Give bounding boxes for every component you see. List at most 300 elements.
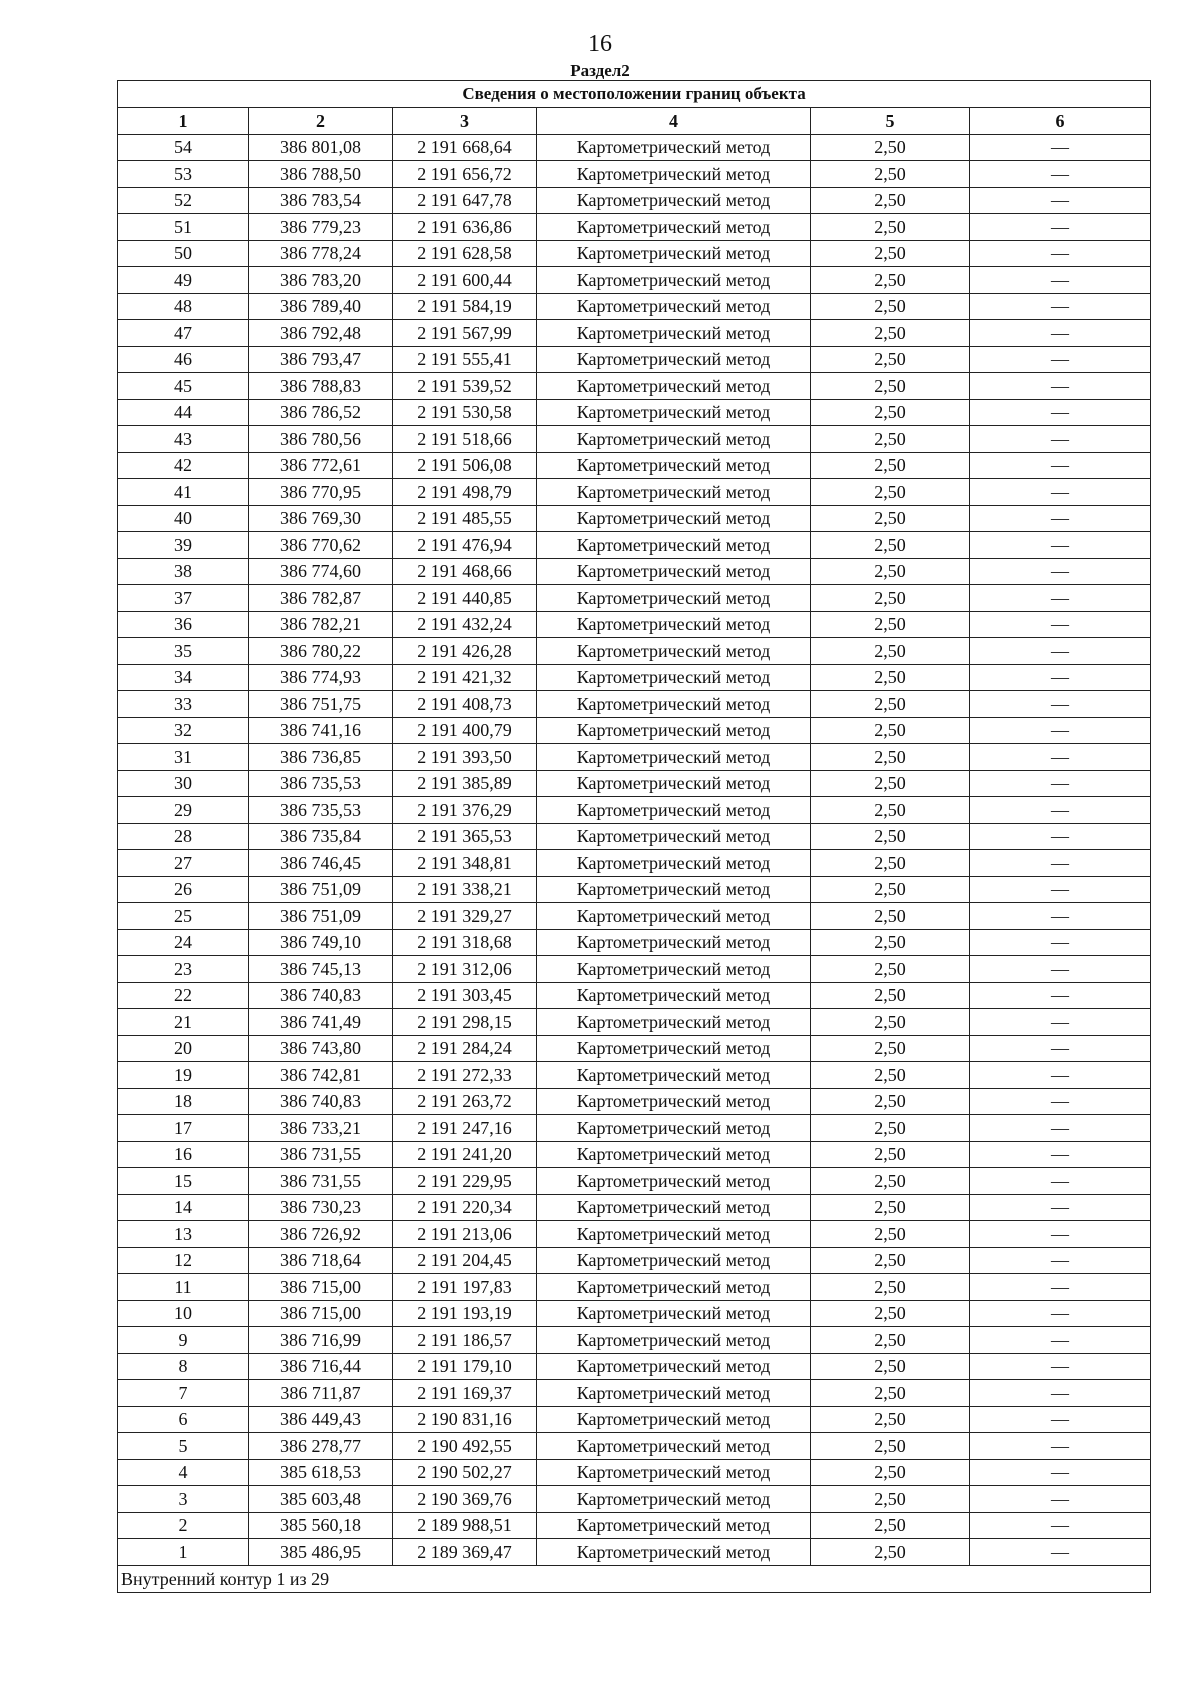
table-cell: 2,50 xyxy=(811,744,970,771)
table-cell: — xyxy=(970,1406,1151,1433)
table-row xyxy=(118,982,1151,1009)
column-header: 2 xyxy=(249,108,393,135)
table-cell: Картометрический метод xyxy=(537,1327,811,1354)
table-cell: 44 xyxy=(118,399,249,426)
table-cell: 2,50 xyxy=(811,717,970,744)
table-row xyxy=(118,956,1151,983)
table-cell: 2 191 668,64 xyxy=(393,134,537,161)
table-cell: — xyxy=(970,346,1151,373)
table-cell: — xyxy=(970,1009,1151,1036)
table-cell: 15 xyxy=(118,1168,249,1195)
table-row xyxy=(118,664,1151,691)
table-cell: — xyxy=(970,691,1151,718)
table-row xyxy=(118,161,1151,188)
table-cell: 16 xyxy=(118,1141,249,1168)
table-row xyxy=(118,373,1151,400)
table-cell: 2 191 539,52 xyxy=(393,373,537,400)
table-cell: Картометрический метод xyxy=(537,134,811,161)
table-cell: — xyxy=(970,876,1151,903)
table-cell: 2 191 298,15 xyxy=(393,1009,537,1036)
table-cell: — xyxy=(970,1512,1151,1539)
table-cell: — xyxy=(970,744,1151,771)
table-row xyxy=(118,929,1151,956)
table-cell: — xyxy=(970,982,1151,1009)
table-cell: — xyxy=(970,770,1151,797)
table-cell: Картометрический метод xyxy=(537,1088,811,1115)
table-cell: Картометрический метод xyxy=(537,1539,811,1566)
table-row xyxy=(118,1433,1151,1460)
table-row xyxy=(118,744,1151,771)
table-cell: 2 191 303,45 xyxy=(393,982,537,1009)
table-cell: 2,50 xyxy=(811,1486,970,1513)
table-cell: 2 191 600,44 xyxy=(393,267,537,294)
table-cell: 2 191 186,57 xyxy=(393,1327,537,1354)
table-cell: 2,50 xyxy=(811,532,970,559)
table-cell: 2,50 xyxy=(811,320,970,347)
table-cell: Картометрический метод xyxy=(537,267,811,294)
table-cell: Картометрический метод xyxy=(537,373,811,400)
table-cell: 386 782,21 xyxy=(249,611,393,638)
table-cell: 2,50 xyxy=(811,664,970,691)
table-row xyxy=(118,770,1151,797)
table-cell: 8 xyxy=(118,1353,249,1380)
table-cell: 2 191 393,50 xyxy=(393,744,537,771)
table-cell: 43 xyxy=(118,426,249,453)
table-cell: 45 xyxy=(118,373,249,400)
table-row xyxy=(118,1353,1151,1380)
table-cell: 2,50 xyxy=(811,903,970,930)
table-cell: 386 801,08 xyxy=(249,134,393,161)
table-row xyxy=(118,320,1151,347)
table-cell: Картометрический метод xyxy=(537,1221,811,1248)
table-cell: 2 191 263,72 xyxy=(393,1088,537,1115)
table-cell: Картометрический метод xyxy=(537,929,811,956)
table-cell: 386 731,55 xyxy=(249,1141,393,1168)
table-cell: 2 191 636,86 xyxy=(393,214,537,241)
table-cell: 36 xyxy=(118,611,249,638)
table-row xyxy=(118,505,1151,532)
table-row xyxy=(118,1168,1151,1195)
table-cell: 2,50 xyxy=(811,1327,970,1354)
table-cell: 386 730,23 xyxy=(249,1194,393,1221)
table-cell: — xyxy=(970,161,1151,188)
table-cell: 386 741,16 xyxy=(249,717,393,744)
table-cell: 2 191 584,19 xyxy=(393,293,537,320)
table-cell: — xyxy=(970,929,1151,956)
table-row xyxy=(118,638,1151,665)
table-cell: 2,50 xyxy=(811,1539,970,1566)
table-cell: 386 774,93 xyxy=(249,664,393,691)
table-cell: — xyxy=(970,426,1151,453)
table-cell: 386 780,56 xyxy=(249,426,393,453)
table-row xyxy=(118,876,1151,903)
table-cell: — xyxy=(970,1300,1151,1327)
table-cell: 386 774,60 xyxy=(249,558,393,585)
table-cell: Картометрический метод xyxy=(537,1459,811,1486)
table-cell: 2,50 xyxy=(811,267,970,294)
table-cell: 386 769,30 xyxy=(249,505,393,532)
table-cell: Картометрический метод xyxy=(537,1406,811,1433)
table-cell: 386 716,99 xyxy=(249,1327,393,1354)
table-cell: 2,50 xyxy=(811,982,970,1009)
table-cell: 42 xyxy=(118,452,249,479)
table-row xyxy=(118,850,1151,877)
table-cell: Картометрический метод xyxy=(537,1486,811,1513)
table-cell: — xyxy=(970,1168,1151,1195)
table-cell: 21 xyxy=(118,1009,249,1036)
table-cell: — xyxy=(970,399,1151,426)
table-cell: 2 191 385,89 xyxy=(393,770,537,797)
table-cell: 386 735,84 xyxy=(249,823,393,850)
table-cell: — xyxy=(970,1115,1151,1142)
table-cell: 2 191 628,58 xyxy=(393,240,537,267)
table-cell: 2,50 xyxy=(811,1168,970,1195)
table-cell: 386 779,23 xyxy=(249,214,393,241)
table-cell: 386 770,62 xyxy=(249,532,393,559)
table-cell: 2,50 xyxy=(811,240,970,267)
table-row xyxy=(118,426,1151,453)
table-cell: — xyxy=(970,1539,1151,1566)
table-cell: — xyxy=(970,903,1151,930)
table-cell: Картометрический метод xyxy=(537,797,811,824)
table-row xyxy=(118,1062,1151,1089)
table-cell: 2 191 498,79 xyxy=(393,479,537,506)
table-cell: 386 788,83 xyxy=(249,373,393,400)
table-cell: Картометрический метод xyxy=(537,1115,811,1142)
table-cell: 2 191 348,81 xyxy=(393,850,537,877)
table-cell: 2 189 988,51 xyxy=(393,1512,537,1539)
table-cell: 2 191 169,37 xyxy=(393,1380,537,1407)
table-cell: 386 715,00 xyxy=(249,1300,393,1327)
table-cell: Картометрический метод xyxy=(537,1035,811,1062)
table-cell: — xyxy=(970,1380,1151,1407)
table-cell: 40 xyxy=(118,505,249,532)
table-cell: 386 789,40 xyxy=(249,293,393,320)
table-row xyxy=(118,1247,1151,1274)
table-cell: Картометрический метод xyxy=(537,240,811,267)
table-footer: Внутренний контур 1 из 29 xyxy=(118,1565,1151,1592)
table-cell: 2 191 567,99 xyxy=(393,320,537,347)
table-cell: 2,50 xyxy=(811,1459,970,1486)
table-row xyxy=(118,1539,1151,1566)
table-row xyxy=(118,1512,1151,1539)
table-cell: 2 191 647,78 xyxy=(393,187,537,214)
table-cell: 2 191 193,19 xyxy=(393,1300,537,1327)
table-row xyxy=(118,797,1151,824)
section-title: Раздел2 xyxy=(570,61,630,80)
table-cell: 26 xyxy=(118,876,249,903)
table-row xyxy=(118,611,1151,638)
table-cell: 2,50 xyxy=(811,1512,970,1539)
table-cell: 2,50 xyxy=(811,1088,970,1115)
table-row xyxy=(118,691,1151,718)
table-cell: 386 783,54 xyxy=(249,187,393,214)
table-cell: 2,50 xyxy=(811,161,970,188)
table-row xyxy=(118,1459,1151,1486)
table-cell: — xyxy=(970,1062,1151,1089)
table-cell: — xyxy=(970,611,1151,638)
table-cell: 11 xyxy=(118,1274,249,1301)
table-body xyxy=(118,134,1151,1565)
table-cell: 2,50 xyxy=(811,956,970,983)
table-cell: 386 743,80 xyxy=(249,1035,393,1062)
table-cell: Картометрический метод xyxy=(537,532,811,559)
table-cell: — xyxy=(970,320,1151,347)
table-row xyxy=(118,903,1151,930)
table-cell: — xyxy=(970,1433,1151,1460)
table-cell: 2,50 xyxy=(811,1433,970,1460)
table-cell: — xyxy=(970,1274,1151,1301)
boundary-table xyxy=(117,80,1151,1593)
table-caption: Сведения о местоположении границ объекта xyxy=(118,81,1151,108)
table-cell: 50 xyxy=(118,240,249,267)
table-cell: — xyxy=(970,214,1151,241)
table-cell: 386 770,95 xyxy=(249,479,393,506)
table-row xyxy=(118,346,1151,373)
table-cell: 385 603,48 xyxy=(249,1486,393,1513)
table-cell: Картометрический метод xyxy=(537,1274,811,1301)
table-row xyxy=(118,399,1151,426)
table-cell: 386 740,83 xyxy=(249,1088,393,1115)
table-cell: 2,50 xyxy=(811,1221,970,1248)
table-cell: 2,50 xyxy=(811,479,970,506)
table-cell: 386 749,10 xyxy=(249,929,393,956)
table-cell: — xyxy=(970,373,1151,400)
table-cell: 2,50 xyxy=(811,797,970,824)
table-cell: 386 778,24 xyxy=(249,240,393,267)
table-cell: 2,50 xyxy=(811,1300,970,1327)
table-cell: 29 xyxy=(118,797,249,824)
table-cell: Картометрический метод xyxy=(537,214,811,241)
table-cell: 386 751,75 xyxy=(249,691,393,718)
table-cell: 2,50 xyxy=(811,823,970,850)
table-cell: — xyxy=(970,452,1151,479)
table-cell: 386 736,85 xyxy=(249,744,393,771)
table-cell: 2,50 xyxy=(811,1035,970,1062)
table-cell: — xyxy=(970,1221,1151,1248)
table-cell: Картометрический метод xyxy=(537,1353,811,1380)
table-cell: 2 191 400,79 xyxy=(393,717,537,744)
table-cell: 2 191 376,29 xyxy=(393,797,537,824)
table-cell: 2,50 xyxy=(811,770,970,797)
table-cell: 2,50 xyxy=(811,1062,970,1089)
table-cell: Картометрический метод xyxy=(537,956,811,983)
table-cell: Картометрический метод xyxy=(537,452,811,479)
table-cell: 5 xyxy=(118,1433,249,1460)
table-cell: — xyxy=(970,505,1151,532)
table-cell: Картометрический метод xyxy=(537,1168,811,1195)
table-cell: 386 745,13 xyxy=(249,956,393,983)
table-cell: 2 191 530,58 xyxy=(393,399,537,426)
table-row xyxy=(118,134,1151,161)
table-cell: 2,50 xyxy=(811,373,970,400)
table-row xyxy=(118,532,1151,559)
table-cell: 2 191 247,16 xyxy=(393,1115,537,1142)
table-cell: 2,50 xyxy=(811,1009,970,1036)
table-cell: 2,50 xyxy=(811,134,970,161)
table-cell: 386 731,55 xyxy=(249,1168,393,1195)
table-cell: 2,50 xyxy=(811,452,970,479)
table-cell: 386 742,81 xyxy=(249,1062,393,1089)
table-cell: 28 xyxy=(118,823,249,850)
table-cell: 386 733,21 xyxy=(249,1115,393,1142)
table-cell: Картометрический метод xyxy=(537,1300,811,1327)
table-cell: 30 xyxy=(118,770,249,797)
table-cell: 2,50 xyxy=(811,558,970,585)
table-cell: Картометрический метод xyxy=(537,664,811,691)
table-cell: 2 191 518,66 xyxy=(393,426,537,453)
table-cell: 386 780,22 xyxy=(249,638,393,665)
table-cell: Картометрический метод xyxy=(537,293,811,320)
table-cell: — xyxy=(970,532,1151,559)
table-cell: 2,50 xyxy=(811,1141,970,1168)
table-cell: — xyxy=(970,267,1151,294)
table-cell: 386 718,64 xyxy=(249,1247,393,1274)
table-cell: 17 xyxy=(118,1115,249,1142)
table-cell: Картометрический метод xyxy=(537,1009,811,1036)
table-row xyxy=(118,1141,1151,1168)
table-cell: — xyxy=(970,664,1151,691)
page-number: 16 xyxy=(588,31,612,57)
table-cell: 386 786,52 xyxy=(249,399,393,426)
table-cell: 34 xyxy=(118,664,249,691)
table-row xyxy=(118,187,1151,214)
table-row xyxy=(118,240,1151,267)
table-cell: 4 xyxy=(118,1459,249,1486)
table-cell: 24 xyxy=(118,929,249,956)
table-cell: 2,50 xyxy=(811,426,970,453)
table-cell: 386 711,87 xyxy=(249,1380,393,1407)
table-cell: Картометрический метод xyxy=(537,982,811,1009)
table-cell: 2 191 272,33 xyxy=(393,1062,537,1089)
table-cell: — xyxy=(970,293,1151,320)
table-cell: 2 191 179,10 xyxy=(393,1353,537,1380)
table-cell: — xyxy=(970,187,1151,214)
table-cell: 2 191 284,24 xyxy=(393,1035,537,1062)
table-cell: Картометрический метод xyxy=(537,717,811,744)
table-cell: Картометрический метод xyxy=(537,903,811,930)
table-cell: 31 xyxy=(118,744,249,771)
table-cell: 49 xyxy=(118,267,249,294)
table-cell: 2 191 329,27 xyxy=(393,903,537,930)
table-cell: Картометрический метод xyxy=(537,585,811,612)
table-cell: 20 xyxy=(118,1035,249,1062)
column-header: 6 xyxy=(970,108,1151,135)
table-cell: 35 xyxy=(118,638,249,665)
table-cell: Картометрический метод xyxy=(537,479,811,506)
table-cell: Картометрический метод xyxy=(537,399,811,426)
table-cell: 386 772,61 xyxy=(249,452,393,479)
table-cell: Картометрический метод xyxy=(537,638,811,665)
table-cell: — xyxy=(970,1327,1151,1354)
table-cell: 13 xyxy=(118,1221,249,1248)
table-cell: 386 735,53 xyxy=(249,797,393,824)
table-cell: 2 191 338,21 xyxy=(393,876,537,903)
table-cell: 386 792,48 xyxy=(249,320,393,347)
table-cell: 3 xyxy=(118,1486,249,1513)
table-row xyxy=(118,452,1151,479)
column-header: 4 xyxy=(537,108,811,135)
table-cell: 2 191 220,34 xyxy=(393,1194,537,1221)
table-cell: 2,50 xyxy=(811,293,970,320)
table-cell: 2 191 408,73 xyxy=(393,691,537,718)
table-cell: 51 xyxy=(118,214,249,241)
table-cell: 27 xyxy=(118,850,249,877)
table-cell: 23 xyxy=(118,956,249,983)
table-cell: 386 746,45 xyxy=(249,850,393,877)
table-cell: 2 191 241,20 xyxy=(393,1141,537,1168)
table-cell: 6 xyxy=(118,1406,249,1433)
table-cell: 2 191 213,06 xyxy=(393,1221,537,1248)
table-cell: 386 716,44 xyxy=(249,1353,393,1380)
table-cell: 386 751,09 xyxy=(249,876,393,903)
table-cell: 12 xyxy=(118,1247,249,1274)
table-cell: 2,50 xyxy=(811,876,970,903)
table-cell: 2 191 485,55 xyxy=(393,505,537,532)
table-row xyxy=(118,823,1151,850)
table-row xyxy=(118,214,1151,241)
table-cell: — xyxy=(970,797,1151,824)
table-row xyxy=(118,293,1151,320)
table-cell: 386 735,53 xyxy=(249,770,393,797)
table-row xyxy=(118,558,1151,585)
table-cell: — xyxy=(970,240,1151,267)
table-cell: 2 191 204,45 xyxy=(393,1247,537,1274)
table-cell: 2,50 xyxy=(811,611,970,638)
table-cell: 41 xyxy=(118,479,249,506)
table-cell: 2,50 xyxy=(811,399,970,426)
table-cell: — xyxy=(970,1088,1151,1115)
table-cell: 32 xyxy=(118,717,249,744)
table-cell: 2,50 xyxy=(811,505,970,532)
table-row xyxy=(118,1380,1151,1407)
table-cell: 386 788,50 xyxy=(249,161,393,188)
table-cell: 2 189 369,47 xyxy=(393,1539,537,1566)
table-cell: 2,50 xyxy=(811,1274,970,1301)
table-cell: — xyxy=(970,1194,1151,1221)
table-cell: 2,50 xyxy=(811,346,970,373)
table-cell: 385 618,53 xyxy=(249,1459,393,1486)
table-cell: 54 xyxy=(118,134,249,161)
table-cell: 2 191 318,68 xyxy=(393,929,537,956)
table-row xyxy=(118,1115,1151,1142)
column-header-row xyxy=(118,108,1151,135)
table-row xyxy=(118,1035,1151,1062)
table-row xyxy=(118,717,1151,744)
table-cell: 2,50 xyxy=(811,187,970,214)
table-cell: Картометрический метод xyxy=(537,1247,811,1274)
table-cell: — xyxy=(970,1035,1151,1062)
table-cell: 385 560,18 xyxy=(249,1512,393,1539)
table-cell: 47 xyxy=(118,320,249,347)
table-cell: 2 190 502,27 xyxy=(393,1459,537,1486)
table-cell: — xyxy=(970,823,1151,850)
table-cell: 2,50 xyxy=(811,691,970,718)
table-cell: 2,50 xyxy=(811,638,970,665)
table-cell: 2,50 xyxy=(811,1247,970,1274)
table-cell: 386 782,87 xyxy=(249,585,393,612)
table-row xyxy=(118,1221,1151,1248)
table-row xyxy=(118,267,1151,294)
table-cell: — xyxy=(970,1141,1151,1168)
table-cell: Картометрический метод xyxy=(537,558,811,585)
table-cell: 2 191 468,66 xyxy=(393,558,537,585)
table-cell: 386 278,77 xyxy=(249,1433,393,1460)
table-row xyxy=(118,1300,1151,1327)
table-row xyxy=(118,1194,1151,1221)
table-row xyxy=(118,1274,1151,1301)
table-cell: 2 190 831,16 xyxy=(393,1406,537,1433)
